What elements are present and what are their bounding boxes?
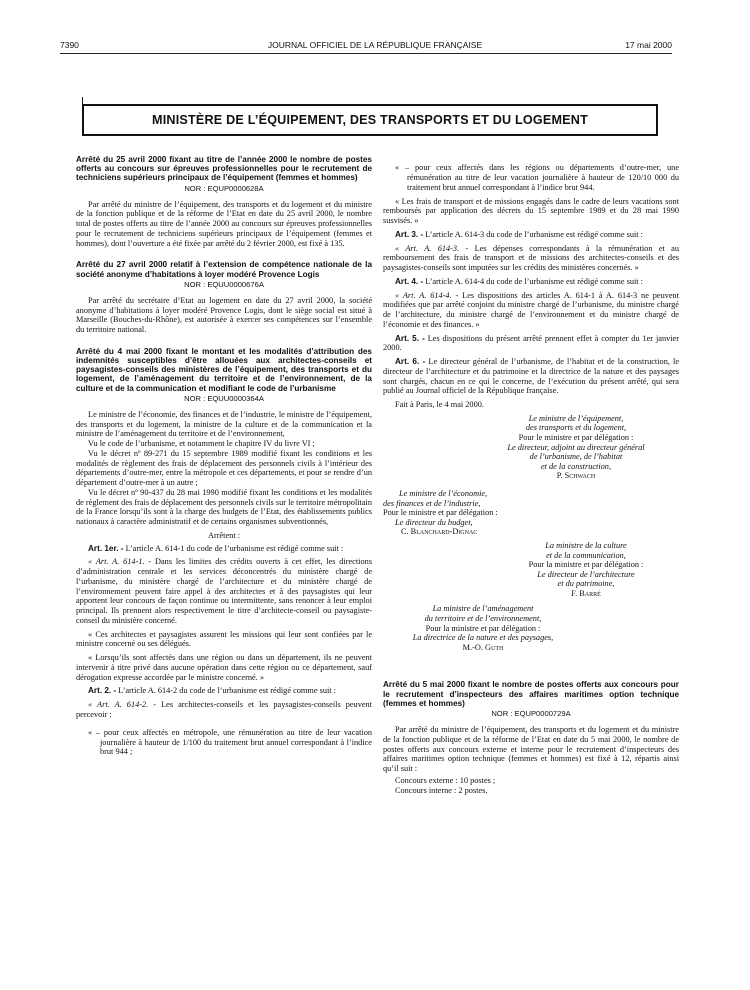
signature-block	[473, 414, 679, 481]
ministry-banner-title: MINISTÈRE DE L’ÉQUIPEMENT, DES TRANSPORTS ET DU LOGEMENT	[152, 113, 588, 127]
delegate-title: Le directeur, adjoint au directeur général	[507, 442, 645, 452]
article-label: Art. 3. -	[395, 229, 424, 239]
signatory-title: La ministre de la culture	[545, 540, 627, 550]
article-paragraph	[383, 277, 679, 287]
article-paragraph	[383, 334, 679, 354]
list-item: Concours interne : 2 postes.	[395, 785, 488, 795]
quoted-article-text: Les dépenses correspondants à la rémunération et au remboursement des frais de transport et de missions des architectes-conseils et des paysagistes-conseils sont imputées sur les crédits des ministères concernés. »	[383, 243, 679, 273]
signature-block	[383, 489, 558, 537]
article-paragraph	[383, 357, 679, 396]
paragraph: Vu le décret nº 89-271 du 15 septembre 1989 modifié fixant les conditions et les modalités de règlement des frais de déplacement des personnels civils à l’intérieur des départements d’outre-mer, entre la métropole et ces départements, et pour se rendre d’un département d’outre-mer à un autre ;	[76, 448, 372, 488]
paragraph: Le ministre de l’économie, des finances et de l’industrie, le ministre de l’équipement, des transports et du logement, la ministre de la culture et de la communication et la ministre de l’aménagement du territoire et de l’environnement,	[76, 409, 372, 439]
delegate-title: et du patrimoine,	[557, 579, 615, 589]
delegation-line: Pour la ministre et par délégation :	[528, 560, 644, 570]
list-item: Concours externe : 10 postes ;	[395, 775, 496, 785]
nor-reference	[76, 280, 372, 290]
nor-text: NOR : EQUP0000729A	[491, 709, 571, 719]
journal-title: JOURNAL OFFICIEL DE LA RÉPUBLIQUE FRANÇAISE	[267, 40, 483, 50]
signatory-title: La ministre de l’aménagement	[432, 604, 534, 614]
article-label: Art. 2. -	[88, 686, 117, 696]
paragraph: Vu le code de l’urbanisme, et notamment le chapitre IV du livre VI ;	[88, 439, 315, 449]
article-title: Arrêté du 5 mai 2000 fixant le nombre de postes offerts aux concours pour le recrutement d’inspecteurs des affaires maritimes option technique (femmes et hommes)	[383, 680, 679, 708]
quoted-paragraph	[383, 244, 679, 273]
delegate-title: La directrice de la nature et des paysages,	[412, 633, 554, 643]
quoted-paragraph	[383, 291, 679, 330]
paragraph: Vu le décret nº 90-437 du 28 mai 1990 modifié fixant les conditions et les modalités de règlement des frais de déplacement des personnels civils sur le territoire métropolitain de la France lorsqu’ils sont à la charge des budgets de l’Etat, des établissements publics nationaux à caractère administratif et de certains organismes subventionnés,	[76, 487, 372, 527]
article-label: Art. 6. -	[395, 357, 426, 367]
article-text: L’article A. 614-4 du code de l’urbanisme est rédigé comme suit :	[425, 276, 643, 286]
quoted-paragraph: « Les frais de transport et de missions engagés dans le cadre de leurs vacations sont remboursés par application des décrets du 15 septembre 1989 et du 28 mai 1990 susvisés. »	[383, 196, 679, 226]
article-text: L’article A. 614-1 du code de l’urbanisme est rédigé comme suit :	[125, 543, 344, 553]
nor-reference	[76, 394, 372, 404]
arretent-heading: Arrêtent :	[207, 530, 241, 540]
quoted-article-text: Les dispositions des articles A. 614-1 à A. 614-3 ne peuvent modifiées que par arrêté conjoint du ministre chargé de l’urbanisme, du ministre chargé de l’architecture, du ministre chargé de l’environnement et du ministre chargé de l’économie et des finances. »	[383, 290, 680, 329]
paragraph: Par arrêté du ministre de l’équipement, des transports et du logement et du ministre de la fonction publique et de la réforme de l’Etat en date du 5 mai 2000, le nombre de postes offerts aux concours externe et interne pour le recrutement d’inspecteurs des affaires maritimes option technique (femmes et hommes) est fixé à 12, répartis ainsi qu’il suit :	[383, 725, 679, 774]
signatory-title: des transports et du logement,	[525, 423, 627, 433]
nor-text: NOR : EQUU0000364A	[184, 393, 264, 403]
signature-block	[383, 604, 583, 652]
right-column	[383, 155, 679, 795]
nor-text: NOR : EQUP0000628A	[184, 183, 264, 193]
place-date: Fait à Paris, le 4 mai 2000.	[395, 400, 484, 410]
quoted-article-label: « Art. A. 614-1. -	[88, 557, 152, 567]
left-column	[76, 155, 372, 761]
quoted-paragraph	[76, 557, 372, 625]
delegate-title: Le directeur de l’architecture	[537, 569, 635, 579]
delegation-line: Pour le ministre et par délégation :	[383, 508, 498, 518]
banner-corner-mark	[82, 97, 89, 105]
quoted-article-text: Dans les limites des crédits ouverts à cet effet, les directions d’administration centrale et les services déconcentrés du ministère chargé de l’urbanisme, du ministère chargé de l’architecture et du ministère chargé de l’environnement peuvent faire appel à des architectes et à des paysagistes qui leur apportent leur concours de façon continue ou intermittente, sans renoncer à leur emploi principal. Ils prennent alors respectivement le titre d’architecte-conseil ou paysagiste-conseil du ministère concerné.	[76, 557, 372, 625]
signature-block	[493, 541, 679, 599]
article-label: Art. 1er. -	[88, 543, 124, 553]
article-title: Arrêté du 4 mai 2000 fixant le montant et les modalités d’attribution des indemnités susceptibles d’être allouées aux architectes-conseils et paysagistes-conseils des ministères de l’équipement, des transports et du logement, de l’aménagement du territoire et de l’environnement, de la culture et de la communication et modifiant le code de l’urbanisme	[76, 346, 372, 393]
article-text: L’article A. 614-3 du code de l’urbanisme est rédigé comme suit :	[425, 229, 643, 239]
delegate-title: de l’urbanisme, de l’habitat	[529, 452, 623, 462]
nor-text: NOR : EQUU0000676A	[184, 279, 264, 289]
article-label: Art. 4. -	[395, 276, 424, 286]
signatory-title: Le ministre de l’équipement,	[528, 413, 624, 423]
article-label: Art. 5. -	[395, 333, 425, 343]
nor-reference	[76, 184, 372, 194]
page-number: 7390	[60, 40, 79, 50]
article-text: Le directeur général de l’urbanisme, de l’habitat et de la construction, le directeur de l’architecture et du patrimoine et la directrice de la nature et des paysages sont chargés, chacun en ce qui le concerne, de l’exécution du présent arrêté, qui sera publié au Journal officiel de la République française.	[383, 357, 679, 396]
bullet-paragraph: « – pour ceux affectés dans les régions ou départements d’outre-mer, une rémunération au titre de leur vacation journalière à hauteur de 120/10 000 du traitement brut annuel correspondant à l’indice brut 944.	[395, 163, 679, 192]
delegate-title: et de la construction,	[540, 461, 612, 471]
article-text: L’article A. 614-2 du code de l’urbanisme est rédigé comme suit :	[118, 686, 336, 696]
quoted-article-label: « Art. A. 614-2. -	[88, 700, 157, 710]
signatory-title: des finances et de l’industrie,	[383, 498, 481, 508]
article-paragraph	[383, 230, 679, 240]
quoted-paragraph: « Ces architectes et paysagistes assurent les missions qui leur sont confiées par le ministre concerné ou ses délégués.	[76, 629, 372, 649]
signatory-name: P. Schwach	[556, 471, 596, 481]
quoted-article-label: « Art. A. 614-4. -	[395, 290, 459, 300]
delegation-line: Pour le ministre et par délégation :	[518, 432, 634, 442]
signatory-name: M.-O. Guth	[462, 642, 504, 652]
paragraph: Par arrêté du secrétaire d’Etat au logement en date du 27 avril 2000, la société anonyme d’habitations à loyer modéré Provence Logis, dont le siège social est situé à Marseille (Bouches-du-Rhône), est autorisée à exercer ses compétences sur l’ensemble du territoire national.	[76, 295, 372, 335]
signatory-name: C. Blanchard-Dignac	[401, 527, 478, 537]
header-rule	[60, 53, 672, 54]
bullet-paragraph: « – pour ceux affectés en métropole, une rémunération au titre de leur vacation journalière à hauteur de 1/100 du traitement brut annuel correspondant à l’indice brut 944 ;	[88, 727, 372, 757]
article-title: Arrêté du 27 avril 2000 relatif à l’extension de compétence nationale de la société anonyme d’habitations à loyer modéré Provence Logis	[76, 260, 372, 279]
signatory-title: et de la communication,	[546, 550, 626, 560]
paragraph: Par arrêté du ministre de l’équipement, des transports et du logement et du ministre de la fonction publique et de la réforme de l’Etat en date du 25 avril 2000, le nombre total de postes offerts au titre de l’année 2000 au concours sur épreuves professionnelles pour le recrutement de techniciens supérieurs principaux de l’équipement (femmes et hommes), dont l’ouverture a été fixée par arrêté du 2 février 2000, est fixé à 135.	[76, 199, 372, 248]
delegate-title: Le directeur du budget,	[395, 517, 473, 527]
article-paragraph	[76, 544, 372, 554]
article-text: Les dispositions du présent arrêté prennent effet à compter du 1er janvier 2000.	[383, 333, 679, 353]
article-paragraph	[76, 686, 372, 696]
signatory-name: F. Barré	[571, 588, 601, 598]
nor-reference	[383, 709, 679, 719]
delegation-line: Pour la ministre et par délégation :	[425, 623, 541, 633]
quoted-paragraph	[76, 700, 372, 720]
quoted-article-text: Les architectes-conseils et les paysagistes-conseils peuvent percevoir :	[76, 700, 372, 719]
quoted-article-label: « Art. A. 614-3. -	[395, 243, 469, 253]
issue-date: 17 mai 2000	[625, 40, 672, 50]
article-title: Arrêté du 25 avril 2000 fixant au titre de l’année 2000 le nombre de postes offerts au concours sur épreuves professionnelles pour le recrutement de techniciens supérieurs principaux de l’équipement (femmes et hommes)	[76, 155, 372, 183]
quoted-paragraph: « Lorsqu’ils sont affectés dans une région ou dans un département, ils ne peuvent intervenir à titre privé dans aucune opération dans cette région ou ce département, sauf dérogation expresse accordée par le ministre concerné. »	[76, 653, 372, 682]
ministry-banner	[82, 104, 658, 136]
signatory-title: Le ministre de l’économie,	[399, 488, 488, 498]
signatory-title: du territoire et de l’environnement,	[424, 614, 542, 624]
